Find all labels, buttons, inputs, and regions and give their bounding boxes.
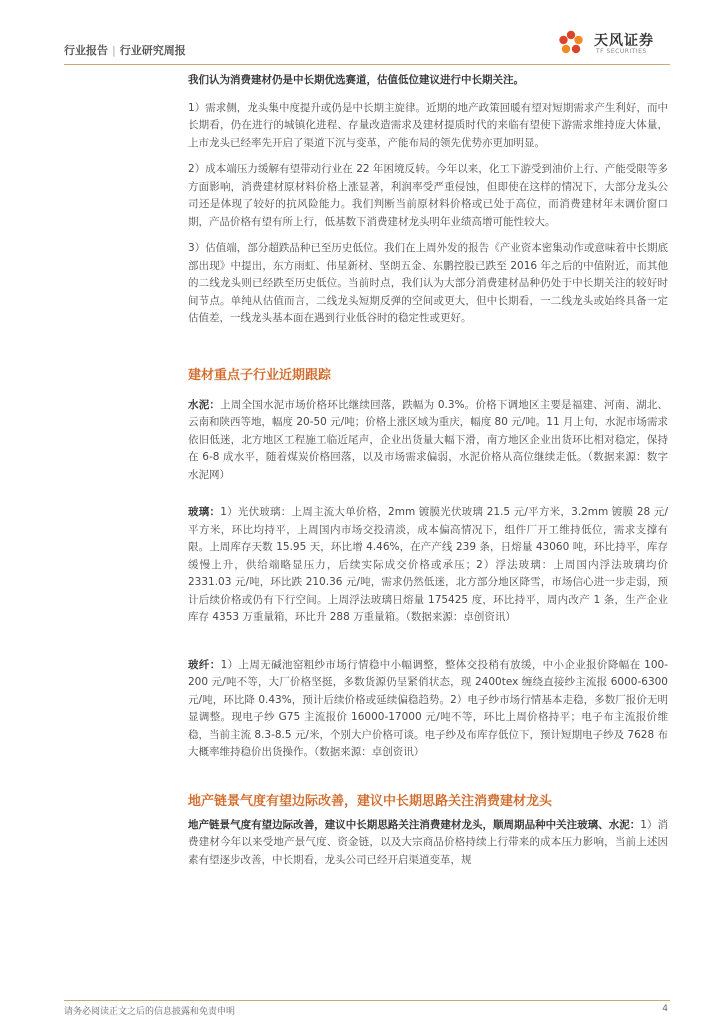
cement-label: 水泥： xyxy=(188,398,221,411)
cement-text: 上周全国水泥市场价格环比继续回落，跌幅为 0.3%。价格下调地区主要是福建、河南、湖北、云南和陕西等地，幅度 20-50 元/吨；价格上涨区域为重庆，幅度 80 元/吨。11 月上旬，水泥市场需求依旧低迷，北方地区工程施工临近尾声，企业出货量大幅下滑，南方地区企业出货环比相对稳定，保持在 6-8 成水平，随着煤炭价格回落，以及市场需求偏弱，水泥价格从高位继续走低。（数据来源：数字水泥网） xyxy=(188,398,669,481)
paragraph-valuation: 3）估值端，部分超跌品种已至历史低位。我们在上周外发的报告《产业资本密集动作或意味着中长期底部出现》中提出，东方雨虹、伟星新材、坚朗五金、东鹏控股已跌至 2016 年之后的中值附近，而其他的二线龙头则已经跌至历史低位。当前时点，我们认为大部分消费建材品种仍处于中长期关注的较好时间节点。单纯从估值而言，二线龙头短期反弹的空间或更大，但中长期看，一二线龙头或始终具备一定估值差，一线龙头基本面在遇到行业低谷时的稳定性或更好。 xyxy=(188,242,668,324)
glass-paragraph xyxy=(188,504,668,627)
final-paragraph xyxy=(188,817,668,870)
fiberglass-label: 玻纤： xyxy=(188,658,221,671)
subcategory-label: 行业研究周报 xyxy=(119,44,186,57)
flower-logo-icon xyxy=(556,28,586,58)
glass-text: 1）光伏玻璃：上周主流大单价格，2mm 镀膜光伏玻璃 21.5 元/平方米，3.2mm 镀膜 28 元/平方米，环比均持平，上周国内市场交投清淡，成本偏高情况下，组件厂开工维持低位，需求支撑有限。上周库存天数 15.95 天，环比增 4.46%，在产产线 239 条，日熔量 43060 吨，环比持平，库存缓慢上升，供给端略显压力，后续实际成交价格或承压；2）浮法玻璃：上周国内浮法玻璃均价 2331.03 元/吨，环比跌 210.36 元/吨，需求仍然低迷，北方部分地区降雪，市场信心进一步走弱，预计后续价格或仍有下行空间。上周浮法玻璃日熔量 175425 度，环比持平，周内改产 1 条，生产企业库存 4353 万重量箱，环比升 288 万重量箱。（数据来源：卓创资讯） xyxy=(188,506,669,623)
lead-statement: 我们认为消费建材仍是中长期优选赛道，估值低位建议进行中长期关注。 xyxy=(188,74,524,86)
page-header xyxy=(64,26,670,62)
header-divider xyxy=(64,64,670,65)
glass-label: 玻璃： xyxy=(188,506,221,518)
page-number: 4 xyxy=(662,1004,668,1014)
final-lead: 地产链景气度有望边际改善，建议中长期思路关注消费建材龙头，顺周期品种中关注玻璃、水泥： xyxy=(188,818,641,831)
category-label: 行业报告 xyxy=(64,44,108,57)
footer-divider xyxy=(64,1000,670,1001)
section-title-real-estate: 地产链景气度有望边际改善，建议中长期思路关注消费建材龙头 xyxy=(188,793,553,809)
fiberglass-paragraph xyxy=(188,657,668,762)
footer-disclaimer: 请务必阅读正文之后的信息披露和免责申明 xyxy=(64,1007,236,1017)
paragraph-cost: 2）成本端压力缓解有望带动行业在 22 年困境反转。今年以来，化工下游受到油价上行、产能受限等多方面影响，消费建材原材料价格上涨显著，利润率受严重侵蚀，但即使在这样的情况下，大部分龙头公司还是体现了较好的抗风险能力。我们判断当前原材料价格或已处于高位，而消费建材年末调价窗口期，产品价格有望有所上行，低基数下消费建材龙头明年业绩高增可能性较大。 xyxy=(188,163,668,228)
report-category: 行业报告 | 行业研究周报 xyxy=(64,44,186,57)
fiberglass-text: 1）上周无碱池窑粗纱市场行情稳中小幅调整，整体交投稍有放缓，中小企业报价降幅在 100-200 元/吨不等，大厂价格坚挺，多数货源仍呈紧俏状态，现 2400tex 缠绕直接纱主流报 6000-6300 元/吨，环比降 0.43%，预计后续价格或延续偏稳趋势。2）电子纱市场行情基本走稳，多数厂报价无明显调整。现电子纱 G75 主流报价 16000-17000 元/吨不等，环比上周价格持平；电子布主流报价维稳，当前主流 8.3-8.5 元/米，个别大户价格可谈。电子纱及布库存低位下，预计短期电子纱及 7628 布大概率维持稳价出货操作。（数据来源：卓创资讯） xyxy=(188,658,668,758)
report-body xyxy=(188,72,668,869)
brand-subtitle: TF SECURITIES xyxy=(596,48,647,55)
section-title-sector-tracking: 建材重点子行业近期跟踪 xyxy=(188,367,332,383)
paragraph-demand: 1）需求侧，龙头集中度提升或仍是中长期主旋律。近期的地产政策回暖有望对短期需求产生利好，而中长期看，仍在进行的城镇化进程、存量改造需求及建材提质时代的来临有望使下游需求维持庞大体量，上市龙头已经率先开启了渠道下沉与变革，产能布局的领先优势亦更加明显。 xyxy=(188,101,668,149)
final-text: 1）消费建材今年以来受地产景气度、资金链，以及大宗商品价格持续上行带来的成本压力影响，当前上述因素有望逐步改善，中长期看，龙头公司已经开启渠道变革，规 xyxy=(188,818,668,866)
brand-logo xyxy=(550,26,670,62)
cement-paragraph xyxy=(188,397,668,485)
brand-name: 天风证券 xyxy=(594,33,654,49)
